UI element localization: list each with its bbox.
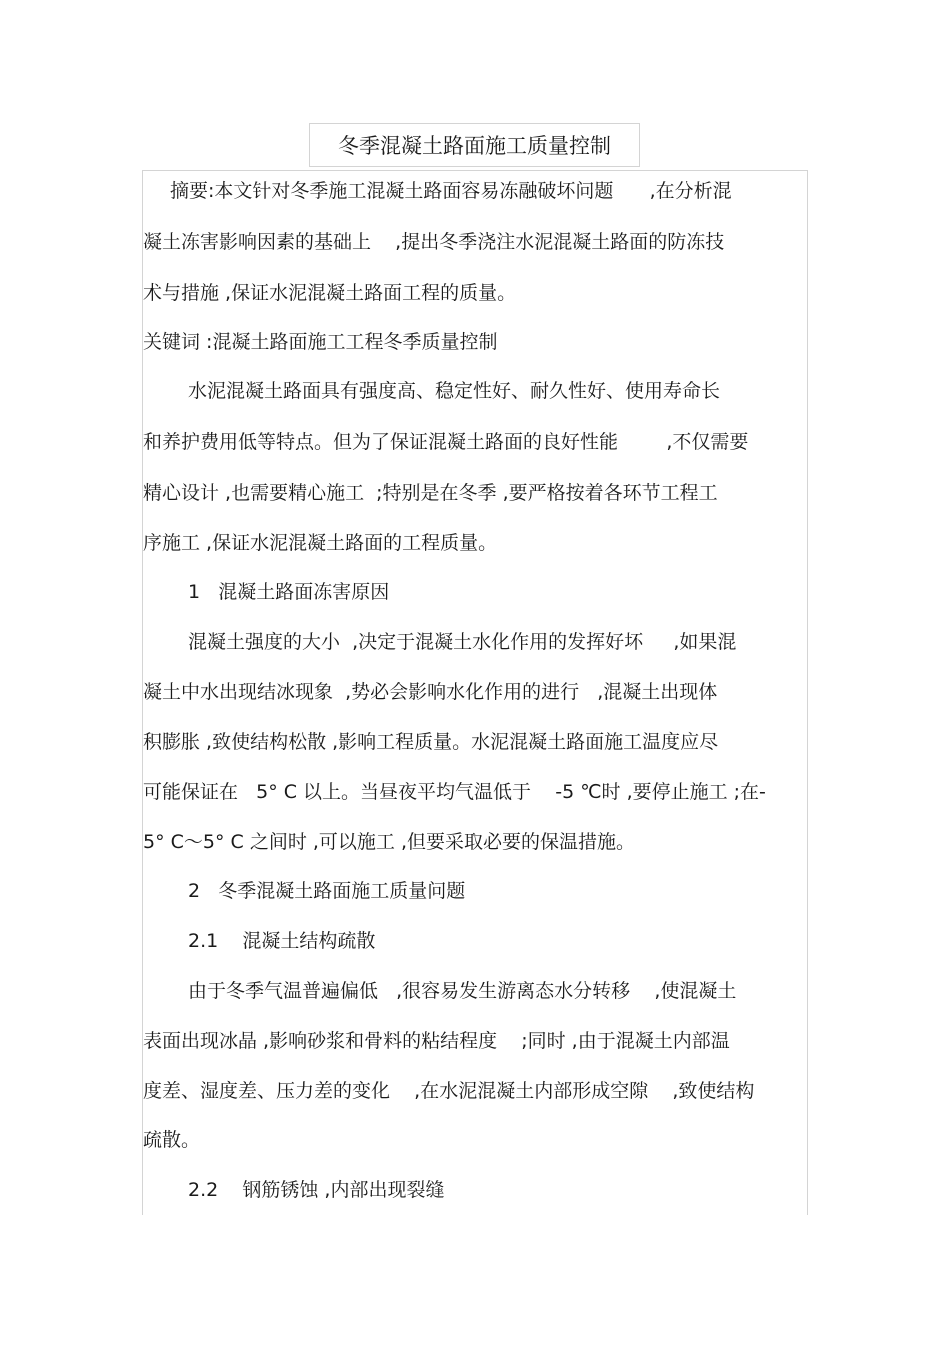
subsection-heading: 2.1 混凝土结构疏散 (188, 930, 376, 952)
paragraph-line: 5° C～5° C 之间时 ,可以施工 ,但要采取必要的保温措施。 (143, 831, 635, 853)
abstract-line-3: 术与措施 ,保证水泥混凝土路面工程的质量。 (143, 282, 517, 304)
abstract-line-2: 凝土冻害影响因素的基础上 ,提出冬季浇注水泥混凝土路面的防冻技 (143, 231, 725, 253)
paragraph-line: 由于冬季气温普遍偏低 ,很容易发生游离态水分转移 ,使混凝土 (188, 980, 737, 1002)
paragraph-line: 度差、湿度差、压力差的变化 ,在水泥混凝土内部形成空隙 ,致使结构 (143, 1080, 755, 1102)
abstract-line-1: 摘要:本文针对冬季施工混凝土路面容易冻融破坏问题 ,在分析混 (170, 180, 732, 202)
paragraph-line: 凝土中水出现结冰现象 ,势必会影响水化作用的进行 ,混凝土出现体 (143, 681, 718, 703)
paragraph-line: 和养护费用低等特点。但为了保证混凝土路面的良好性能 ,不仅需要 (143, 431, 749, 453)
paragraph-line: 积膨胀 ,致使结构松散 ,影响工程质量。水泥混凝土路面施工温度应尽 (143, 731, 719, 753)
document-title: 冬季混凝土路面施工质量控制 (338, 134, 611, 158)
paragraph-line: 精心设计 ,也需要精心施工 ;特别是在冬季 ,要严格按着各环节工程工 (143, 482, 718, 504)
paragraph-line: 表面出现冰晶 ,影响砂浆和骨料的粘结程度 ;同时 ,由于混凝土内部温 (143, 1030, 730, 1052)
title-box (309, 123, 640, 167)
paragraph-line: 水泥混凝土路面具有强度高、稳定性好、耐久性好、使用寿命长 (188, 380, 721, 402)
subsection-heading: 2.2 钢筋锈蚀 ,内部出现裂缝 (188, 1179, 445, 1201)
keywords-line: 关键词 :混凝土路面施工工程冬季质量控制 (143, 331, 498, 353)
paragraph-line: 序施工 ,保证水泥混凝土路面的工程质量。 (143, 532, 498, 554)
paragraph-line: 疏散。 (143, 1129, 201, 1151)
paragraph-line: 可能保证在 5° C 以上。当昼夜平均气温低于 -5 ℃时 ,要停止施工 ;在- (143, 781, 766, 803)
paragraph-line: 混凝土强度的大小 ,决定于混凝土水化作用的发挥好坏 ,如果混 (188, 631, 737, 653)
section-heading: 2 冬季混凝土路面施工质量问题 (188, 880, 466, 902)
section-heading: 1 混凝土路面冻害原因 (188, 581, 390, 603)
